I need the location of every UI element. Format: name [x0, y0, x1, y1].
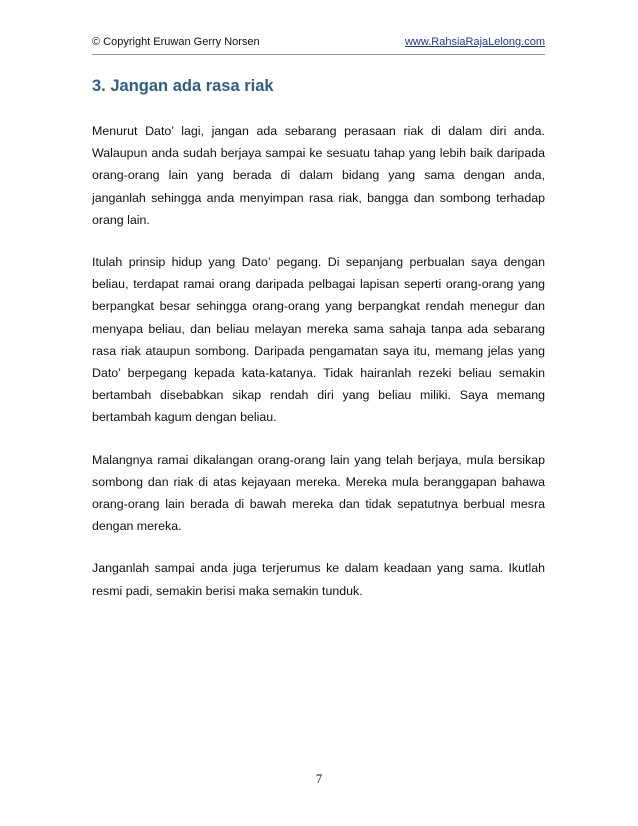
paragraph: Menurut Dato’ lagi, jangan ada sebarang perasaan riak di dalam diri anda. Walaupun anda sudah berjaya sampai ke sesuatu tahap yang lebih baik daripada orang-orang lain yang berada di dalam bidang yang sama dengan anda, janganlah sehingga anda menyimpan rasa riak, bangga dan sombong terhadap orang lain.	[92, 124, 545, 227]
page-header	[92, 36, 545, 54]
website-link[interactable]: www.RahsiaRajaLelong.com	[404, 36, 545, 48]
page-number: 7	[315, 772, 323, 786]
copyright-notice: © Copyright Eruwan Gerry Norsen	[92, 36, 260, 48]
paragraph: Itulah prinsip hidup yang Dato’ pegang. Di sepanjang perbualan saya dengan beliau, terdapat ramai orang daripada pelbagai lapisan seperti orang-orang yang berpangkat besar sehingga orang-orang yang berpangkat rendah menegur dan menyapa beliau, dan beliau melayan mereka sama sahaja tanpa ada sebarang rasa riak ataupun sombong. Daripada pengamatan saya itu, memang jelas yang Dato’ berpegang kepada kata-katanya. Tidak hairanlah rezeki beliau semakin bertambah disebabkan sikap rendah diri yang beliau miliki. Saya memang bertambah kagum dengan beliau.	[92, 255, 545, 425]
header-divider	[92, 54, 545, 55]
body-text	[92, 120, 545, 622]
paragraph: Janganlah sampai anda juga terjerumus ke dalam keadaan yang sama. Ikutlah resmi padi, semakin berisi maka semakin tunduk.	[92, 561, 545, 598]
section-title: 3. Jangan ada rasa riak	[92, 77, 274, 95]
paragraph: Malangnya ramai dikalangan orang-orang lain yang telah berjaya, mula bersikap sombong dan riak di atas kejayaan mereka. Mereka mula beranggapan bahawa orang-orang lain berada di bawah mereka dan tidak sepatutnya berbual mesra dengan mereka.	[92, 452, 545, 534]
